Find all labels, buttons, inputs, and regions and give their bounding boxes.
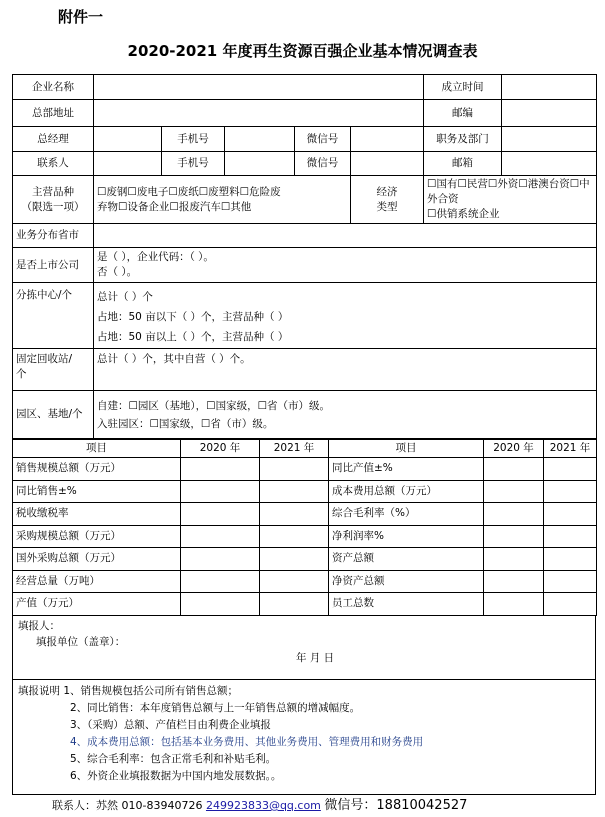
contact-footer (52, 794, 467, 813)
stats-value-2020-left[interactable] (181, 548, 260, 571)
sorting-line2[interactable]: 占地：50 亩以下（ ）个，主营品种（ ） (97, 311, 289, 323)
stats-value-2021-left[interactable] (260, 548, 329, 571)
gm-mobile-label: 手机号 (162, 127, 225, 152)
filler-person[interactable]: 填报人： (18, 619, 60, 632)
stats-value-2021-right[interactable] (544, 458, 597, 481)
gm-field[interactable] (94, 127, 162, 152)
contact-wechat-field[interactable] (351, 152, 424, 176)
filler-date[interactable]: 年 月 日 (296, 651, 335, 664)
econ-options-line2[interactable]: ☐供销系统企业 (427, 208, 500, 220)
gm-wechat-label: 微信号 (295, 127, 351, 152)
station-label-line1: 固定回收站/ (16, 353, 73, 365)
established-field[interactable] (502, 75, 597, 100)
stats-item-right: 成本费用总额（万元） (329, 480, 484, 503)
stats-value-2020-right[interactable] (484, 480, 544, 503)
position-label: 职务及部门 (424, 127, 502, 152)
stats-value-2020-right[interactable] (484, 503, 544, 526)
category-label (13, 176, 94, 224)
category-label-line2: （限选一项） (21, 200, 85, 213)
note-5: 5、综合毛利率：包含正常毛利和补贴毛利。 (70, 752, 277, 765)
stats-value-2021-right[interactable] (544, 525, 597, 548)
sorting-line1[interactable]: 总计（ ）个 (97, 291, 153, 303)
stats-item-left: 国外采购总额（万元） (13, 548, 181, 571)
stats-item-left: 经营总量（万吨） (13, 570, 181, 593)
stats-value-2021-right[interactable] (544, 593, 597, 616)
stats-value-2020-left[interactable] (181, 525, 260, 548)
stats-value-2020-right[interactable] (484, 525, 544, 548)
stats-item-left: 采购规模总额（万元） (13, 525, 181, 548)
stats-value-2020-left[interactable] (181, 593, 260, 616)
stats-item-left: 产值（万元） (13, 593, 181, 616)
basic-info-table (12, 74, 597, 439)
footer-email-link[interactable]: 249923833@qq.com (205, 799, 321, 812)
econ-type-label (351, 176, 424, 224)
stats-item-right: 资产总额 (329, 548, 484, 571)
footer-contact: 联系人：苏然 010-83940726 (52, 799, 203, 812)
filler-unit[interactable]: 填报单位（盖章）： (36, 635, 126, 648)
stats-value-2021-right[interactable] (544, 503, 597, 526)
stats-item-right: 净利润率% (329, 525, 484, 548)
park-field[interactable] (94, 391, 597, 439)
listed-line2[interactable]: 否（ ）。 (97, 266, 138, 278)
stats-value-2021-left[interactable] (260, 480, 329, 503)
attachment-label: 附件一 (58, 8, 104, 26)
stats-header-item-left: 项目 (13, 440, 181, 458)
stats-item-left: 同比销售±% (13, 480, 181, 503)
note-4: 4、成本费用总额：包括基本业务费用、其他业务费用、管理费用和财务费用 (70, 735, 424, 748)
stats-header-2021-left: 2021 年 (260, 440, 329, 458)
stats-value-2020-left[interactable] (181, 503, 260, 526)
category-label-line1: 主营品种 (32, 185, 74, 198)
listed-field[interactable] (94, 248, 597, 283)
stats-value-2021-right[interactable] (544, 548, 597, 571)
stats-header-item-right: 项目 (329, 440, 484, 458)
contact-label: 联系人 (13, 152, 94, 176)
note-3: 3、（采购）总额、产值栏目由利费企业填报 (70, 718, 271, 731)
postcode-field[interactable] (502, 100, 597, 127)
position-field[interactable] (502, 127, 597, 152)
stats-value-2020-left[interactable] (181, 570, 260, 593)
stats-value-2020-right[interactable] (484, 458, 544, 481)
gm-label: 总经理 (13, 127, 94, 152)
hq-address-field[interactable] (94, 100, 424, 127)
sorting-line3[interactable]: 占地：50 亩以上（ ）个，主营品种（ ） (97, 331, 289, 343)
established-label: 成立时间 (424, 75, 502, 100)
park-line1[interactable]: 自建：☐园区（基地），☐国家级，☐省（市）级。 (97, 399, 330, 412)
filler-section (12, 616, 596, 680)
contact-wechat-label: 微信号 (295, 152, 351, 176)
stats-header-2021-right: 2021 年 (544, 440, 597, 458)
stats-value-2021-left[interactable] (260, 570, 329, 593)
note-1: 填报说明 1、销售规模包括公司所有销售总额； (18, 684, 239, 697)
region-label: 业务分布省市 (13, 224, 94, 248)
stats-value-2020-right[interactable] (484, 593, 544, 616)
page-title: 2020-2021 年度再生资源百强企业基本情况调查表 (127, 42, 478, 60)
stats-value-2020-left[interactable] (181, 458, 260, 481)
postcode-label: 邮编 (424, 100, 502, 127)
stats-item-left: 销售规模总额（万元） (13, 458, 181, 481)
station-label (13, 349, 94, 391)
sorting-field[interactable] (94, 283, 597, 349)
stats-header-2020-left: 2020 年 (181, 440, 260, 458)
stats-table (12, 439, 597, 616)
category-options[interactable] (94, 176, 351, 224)
station-label-line2: 个 (16, 368, 27, 380)
company-name-label: 企业名称 (13, 75, 94, 100)
stats-value-2021-right[interactable] (544, 570, 597, 593)
stats-item-right: 综合毛利率（%） (329, 503, 484, 526)
category-options-line1[interactable]: ☐废钢☐废电子☐废纸☐废塑料☐危险废 (97, 185, 281, 198)
contact-mobile-field[interactable] (225, 152, 295, 176)
stats-item-right: 净资产总额 (329, 570, 484, 593)
econ-type-options[interactable] (424, 176, 597, 224)
station-field[interactable]: 总计（ ）个，其中自营（ ）个。 (94, 349, 597, 391)
stats-value-2020-left[interactable] (181, 480, 260, 503)
contact-mobile-label: 手机号 (162, 152, 225, 176)
stats-header-2020-right: 2020 年 (484, 440, 544, 458)
category-options-line2[interactable]: 弃物☐设备企业☐报废汽车☐其他 (97, 200, 252, 213)
stats-item-right: 员工总数 (329, 593, 484, 616)
stats-value-2020-right[interactable] (484, 570, 544, 593)
contact-field[interactable] (94, 152, 162, 176)
park-line2[interactable]: 入驻园区：☐国家级，☐省（市）级。 (97, 417, 274, 430)
park-label: 园区、基地/个 (13, 391, 94, 439)
stats-value-2021-left[interactable] (260, 525, 329, 548)
listed-line1[interactable]: 是（ ），企业代码：（ ）。 (97, 251, 214, 263)
listed-label: 是否上市公司 (13, 248, 94, 283)
stats-item-left: 税收缴税率 (13, 503, 181, 526)
email-label: 邮箱 (424, 152, 502, 176)
note-2: 2、同比销售：本年度销售总额与上一年销售总额的增减幅度。 (70, 701, 361, 714)
email-field[interactable] (502, 152, 597, 176)
stats-value-2021-left[interactable] (260, 458, 329, 481)
econ-options-line1[interactable]: ☐国有☐民营☐外资☐港澳台资☐中外合资 (427, 178, 590, 205)
stats-value-2020-right[interactable] (484, 548, 544, 571)
gm-wechat-field[interactable] (351, 127, 424, 152)
hq-address-label: 总部地址 (13, 100, 94, 127)
region-field[interactable] (94, 224, 597, 248)
notes-section (12, 680, 596, 795)
stats-value-2021-left[interactable] (260, 503, 329, 526)
gm-mobile-field[interactable] (225, 127, 295, 152)
sorting-label: 分拣中心/个 (13, 283, 94, 349)
survey-form (12, 74, 596, 795)
stats-item-right: 同比产值±% (329, 458, 484, 481)
company-name-field[interactable] (94, 75, 424, 100)
footer-wechat: 微信号：18810042527 (324, 798, 468, 813)
econ-label-line1: 经济 (376, 185, 398, 198)
stats-value-2021-right[interactable] (544, 480, 597, 503)
stats-value-2021-left[interactable] (260, 593, 329, 616)
note-6: 6、外资企业填报数据为中国内地发展数据。。 (70, 769, 282, 782)
econ-label-line2: 类型 (376, 200, 398, 213)
